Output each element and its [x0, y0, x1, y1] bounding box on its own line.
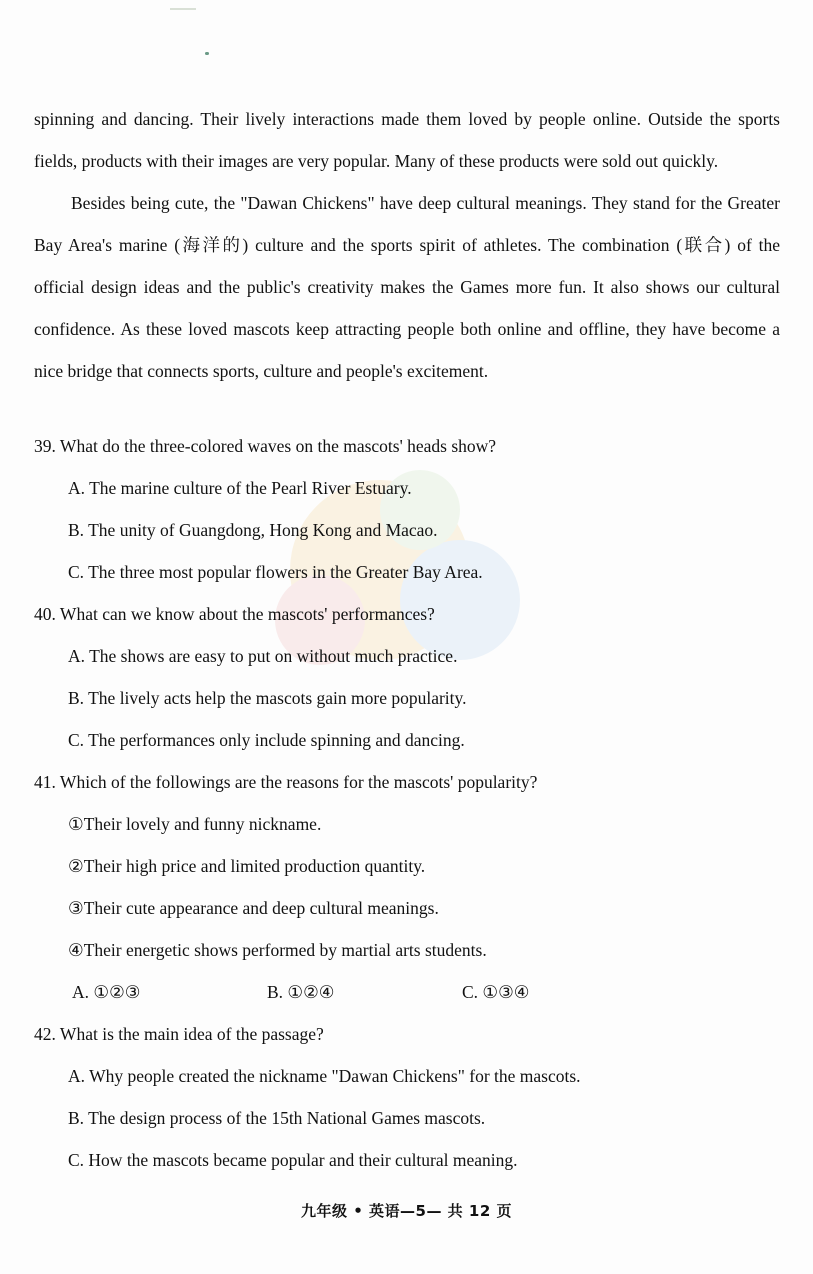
question-stem: 40. What can we know about the mascots' performances?	[34, 604, 435, 624]
answer-option: A. Why people created the nickname "Dawan Chickens" for the mascots.	[68, 1066, 581, 1086]
answer-option: A. ①②③	[72, 982, 141, 1002]
statement-item: ②Their high price and limited production quantity.	[68, 856, 426, 876]
question-list	[34, 425, 780, 1181]
answer-option: C. The three most popular flowers in the Greater Bay Area.	[68, 562, 483, 582]
answer-option: C. How the mascots became popular and their cultural meaning.	[68, 1150, 518, 1170]
question-42	[34, 1013, 780, 1181]
answer-option: A. The shows are easy to put on without much practice.	[68, 646, 458, 666]
answer-option: B. The lively acts help the mascots gain more popularity.	[68, 688, 467, 708]
answer-option: B. The design process of the 15th National Games mascots.	[68, 1108, 486, 1128]
statement-item: ③Their cute appearance and deep cultural meanings.	[68, 898, 439, 918]
answer-option: C. ①③④	[462, 982, 530, 1002]
answer-choice-row	[34, 971, 780, 1013]
question-stem: 39. What do the three-colored waves on the mascots' heads show?	[34, 436, 497, 456]
question-stem: 42. What is the main idea of the passage?	[34, 1024, 324, 1044]
statement-item: ④Their energetic shows performed by martial arts students.	[68, 940, 487, 960]
question-stem: 41. Which of the followings are the reasons for the mascots' popularity?	[34, 772, 538, 792]
reading-passage	[34, 98, 780, 392]
answer-option: A. The marine culture of the Pearl River Estuary.	[68, 478, 412, 498]
question-41	[34, 761, 780, 1013]
passage-paragraph: Besides being cute, the "Dawan Chickens" have deep cultural meanings. They stand for the Greater Bay Area's marine (海洋的) culture and the sports spirit of athletes. The combination (联合) of the official design ideas and the public's creativity makes the Games more fun. It also shows our cultural confidence. As these loved mascots keep attracting people both online and offline, they have become a nice bridge that connects sports, culture and people's excitement.	[34, 193, 780, 381]
question-40	[34, 593, 780, 761]
statement-item: ①Their lovely and funny nickname.	[68, 814, 322, 834]
scan-dot	[205, 52, 209, 55]
answer-option: B. The unity of Guangdong, Hong Kong and Macao.	[68, 520, 438, 540]
answer-option: C. The performances only include spinning and dancing.	[68, 730, 465, 750]
passage-paragraph: spinning and dancing. Their lively interactions made them loved by people online. Outside the sports fields, products with their images are very popular. Many of these products were sold out quickly.	[34, 109, 780, 171]
scan-mark	[170, 8, 196, 10]
answer-option: B. ①②④	[267, 982, 335, 1002]
page-footer: 九年级 • 英语—5— 共 12 页	[300, 1202, 512, 1220]
question-39	[34, 425, 780, 593]
